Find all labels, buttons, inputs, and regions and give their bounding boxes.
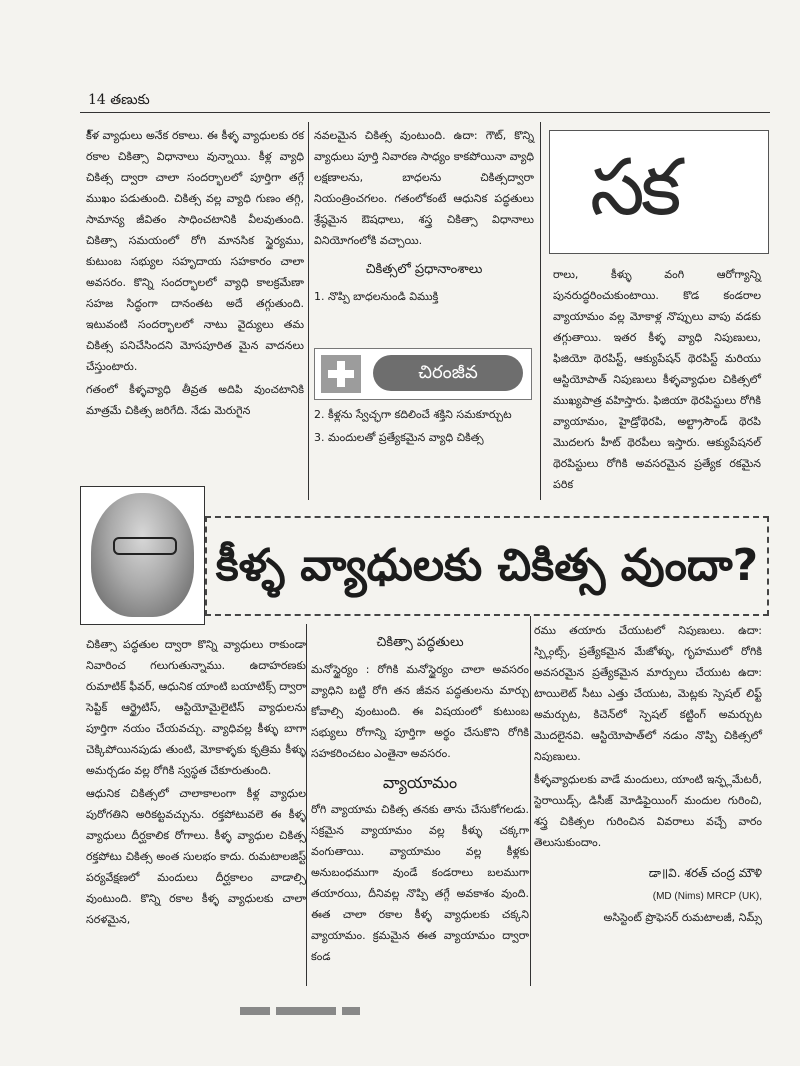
byline-position: అసిస్టెంట్ ప్రొఫెసర్ రుమటాలజీ, నిమ్స్ — [603, 911, 762, 924]
paragraph: రాలు, కీళ్ళు వంగి ఆరోగ్యాన్ని పునరుద్ధరించుకుంటాయి. కొడ కండరాల వ్యాయామం వల్ల మోకాళ్ల నొప్పులు వాపు వడకు తగ్గుతాయి. ఇతర కీళ్ళ వ్యాధి నిపుణులు, ఫిజియో థెరపిస్ట్, ఆక్యుపేషన్ థెరపిస్ట్ మరియు ఆస్టియోపాత్ నిపుణులు కీళ్ళవ్యాధుల చికిత్సలో ముఖ్యపాత్ర వహిస్తారు. ఫిజియా థెరపిస్టులు రోగికి వ్యాయామం, హైడ్రోథెరపి, అల్ట్రాసౌండ్ థెరపి మొదలగు హీట్ థెరపీలు ఇస్తారు. ఆక్యుపేషనల్ థెరపిస్టులు రోగికి అవసరమైన ప్రత్యేక రకమైన పరిక — [553, 268, 761, 491]
list-item: 3. మందులతో ప్రత్యేకమైన వ్యాధి చికిత్స — [314, 431, 484, 444]
subheading: చికిత్సా పద్ధతులు — [376, 635, 464, 650]
paragraph: కీళ్ళవ్యాధులకు వాడే మందులు, యాంటి ఇన్ఫ్లమేటరీ, స్టెరాయిడ్స్, డిసీజ్ మోడిఫైయింగ్ మందుల గురించి, శస్త్ర చికిత్సల గురించిన వివరాలు వచ్చే వారం తెలుసుకుందాం. — [534, 773, 762, 849]
author-portrait — [91, 493, 194, 617]
paragraph: గతంలో కీళ్ళవ్యాధి తీవ్రత అదిపి వుంచటానికి మాత్రమే చికిత్స జరిగేది. నేడు మెరుగైన — [86, 383, 304, 417]
paragraph: మనోస్థైర్యం : రోగికి మనోస్థైర్యం చాలా అవసరం వ్యాధిని బట్టి రోగి తన జీవన పద్ధతులను మార్చు కోవాల్సి వుంటుంది. ఈ విషయంలో కుటుంబ సభ్యులు రోగాన్ని పూర్తిగా అర్థం చేసుకొని రోగికి సహకరించటం ఎంతైనా అవసరం. — [311, 663, 529, 760]
column-divider — [530, 616, 531, 986]
footer-bar — [240, 1000, 760, 1012]
byline-credentials: (MD (Nims) MRCP (UK), — [652, 891, 762, 902]
column-divider — [306, 624, 307, 986]
column-divider — [540, 122, 541, 500]
paragraph: రము తయారు చేయుటలో నిపుణులు. ఉదా: స్ప్లింట్స్, ప్రత్యేకమైన మేజోళ్ళు, గృహములో రోగికి అవసరమైన ప్రత్యేకమైన మార్పులు చేయుట ఉదా: టాయిలెట్ సీటు ఎత్తు చేయుట, మెట్లకు స్పెషల్ లిఫ్ట్ అమర్చుట, కిచెన్‌లో స్పెషల్ కట్టింగ్ అమర్చుట మొదలైనవి. ఆస్టియోపాత్‌లో నడుం నొప్పి చికిత్సలో నిపుణులు. — [534, 624, 762, 763]
column-2-lower — [311, 624, 529, 969]
section-badge-label: చిరంజీవ — [373, 355, 523, 391]
subheading: వ్యాయామం — [382, 773, 458, 792]
headline: కీళ్ళ వ్యాధులకు చికిత్స వుందా? — [205, 516, 769, 616]
list-item: 1. నొప్పి బాధలనుండి విముక్తి — [314, 290, 439, 303]
glasses-icon — [113, 537, 177, 555]
column-2-upper-list — [314, 404, 534, 450]
medical-cross-icon — [321, 355, 361, 393]
section-badge — [314, 348, 532, 400]
paragraph: చికిత్సా పద్ధతుల ద్వారా కొన్ని వ్యాధులు రాకుండా నివారించ గలుగుతున్నాము. ఉదాహరణకు రుమాటిక్ ఫీవర్, ఆధునిక యాంటి బయాటిక్స్ ద్వారా సెప్టిక్ ఆర్థ్రైటిస్, ఆస్టియోమైలైటిస్ వ్యాధులను పూర్తిగా నయం చేయవచ్చు. వ్యాధివల్ల కీళ్ళు బాగా చెక్కిపోయినపుడు తుంటి, మోకాళ్ళకు కృత్రిమ కీళ్ళు అమర్చడం వల్ల రోగికి స్వస్థత చేకూరుతుంది. — [86, 638, 306, 777]
paragraph: ఆధునిక చికిత్సలో చాలాకాలంగా కీళ్ల వ్యాధుల పురోగతిని అరికట్టవచ్చును. రక్తపోటువలె ఈ కీళ్ళ వ్యాధులు దీర్ఘకాలిక రోగాలు. కీళ్ళ వ్యాధుల చికిత్స రక్తపోటు చికిత్స అంత సులభం కాదు. రుమటాలజిస్ట్ పర్యవేక్షణలో మందులు దీర్ఘకాలం వాడాల్సి వుంటుంది. కొన్ని రకాల కీళ్ళ వ్యాధులకు చాలా సరళమైన, — [86, 787, 306, 926]
list-item: 2. కీళ్లను స్వేచ్ఛగా కదిలించే శక్తిని సమకూర్చుట — [314, 408, 512, 421]
top-rule — [80, 112, 770, 113]
byline-name: డా॥వి. శరత్ చంద్ర మౌళి — [648, 866, 762, 880]
column-2-upper — [314, 125, 534, 309]
column-1-upper — [86, 125, 304, 423]
subheading: చికిత్సలో ప్రధానాంశాలు — [365, 262, 483, 277]
paragraph: రోగి వ్యాయామ చికిత్స తనకు తాను చేసుకోగలడు. సక్రమైన వ్యాయామం వల్ల కీళ్ళు చక్కగా వంగుతాయి. వ్యాయామం వల్ల కీళ్లకు అనుబంధముగా వుండే కండరాలు బలముగా తయారయి, దీనివల్ల నొప్పి తగ్గే అవకాశం వుంది. ఈత చాలా రకాల కీళ్ళ వ్యాధులకు చక్కని వ్యాయామం. క్రమమైన ఈత వ్యాయామం ద్వారా కండ — [311, 803, 529, 963]
column-3-upper — [553, 264, 761, 497]
logo-box — [549, 130, 769, 254]
column-3-lower — [534, 620, 762, 928]
paragraph: నవలమైన చికిత్స వుంటుంది. ఉదా: గౌట్, కొన్ని వ్యాధులు పూర్తి నివారణ సాధ్యం కాకపోయినా వ్యాధి లక్షణాలను, బాధలను చికిత్సద్వారా నియంత్రించగలం. గతంలోకంటే ఆధునిక పద్ధతులు శ్రేష్ఠమైన ఔషధాలు, శస్త్ర చికిత్సా విధానాలు వినియోగంలోకి వచ్చాయి. — [314, 129, 534, 247]
newspaper-logo: సక — [590, 143, 678, 233]
column-divider — [308, 122, 309, 500]
page-number: 14 తణుకు — [88, 92, 150, 108]
column-1-lower — [86, 634, 306, 932]
author-photo — [80, 486, 205, 625]
paragraph: కీ్ళ వ్యాధులు అనేక రకాలు. ఈ కీళ్ళ వ్యాధులకు రక రకాల చికిత్సా విధానాలు వున్నాయి. కీళ్ల వ్యాధి చికిత్స ద్వారా చాలా సందర్భాలలో పూర్తిగా తగ్గే ముఖం పడుతుంది. చికిత్స వల్ల వ్యాధి గుణం తగ్గి, సామాన్య జీవితం సాధించటానికి వీలవుతుంది. చికిత్సా సమయంలో రోగి మానసిక స్థైర్యము, కుటుంబ సభ్యుల సహృదాయ సహకారం చాలా అవసరం. కొన్ని సందర్భాలలో వ్యాధి కాలక్రమేణా సహజ సిద్ధంగా దానంతట అదే తగ్గుతుంది. ఇటువంటి సందర్భాలలో నాటు వైద్యులు తమ చికిత్స పనిచేసిందని మోసపూరిత మైన వాదనలు చేస్తుంటారు. — [86, 129, 304, 373]
